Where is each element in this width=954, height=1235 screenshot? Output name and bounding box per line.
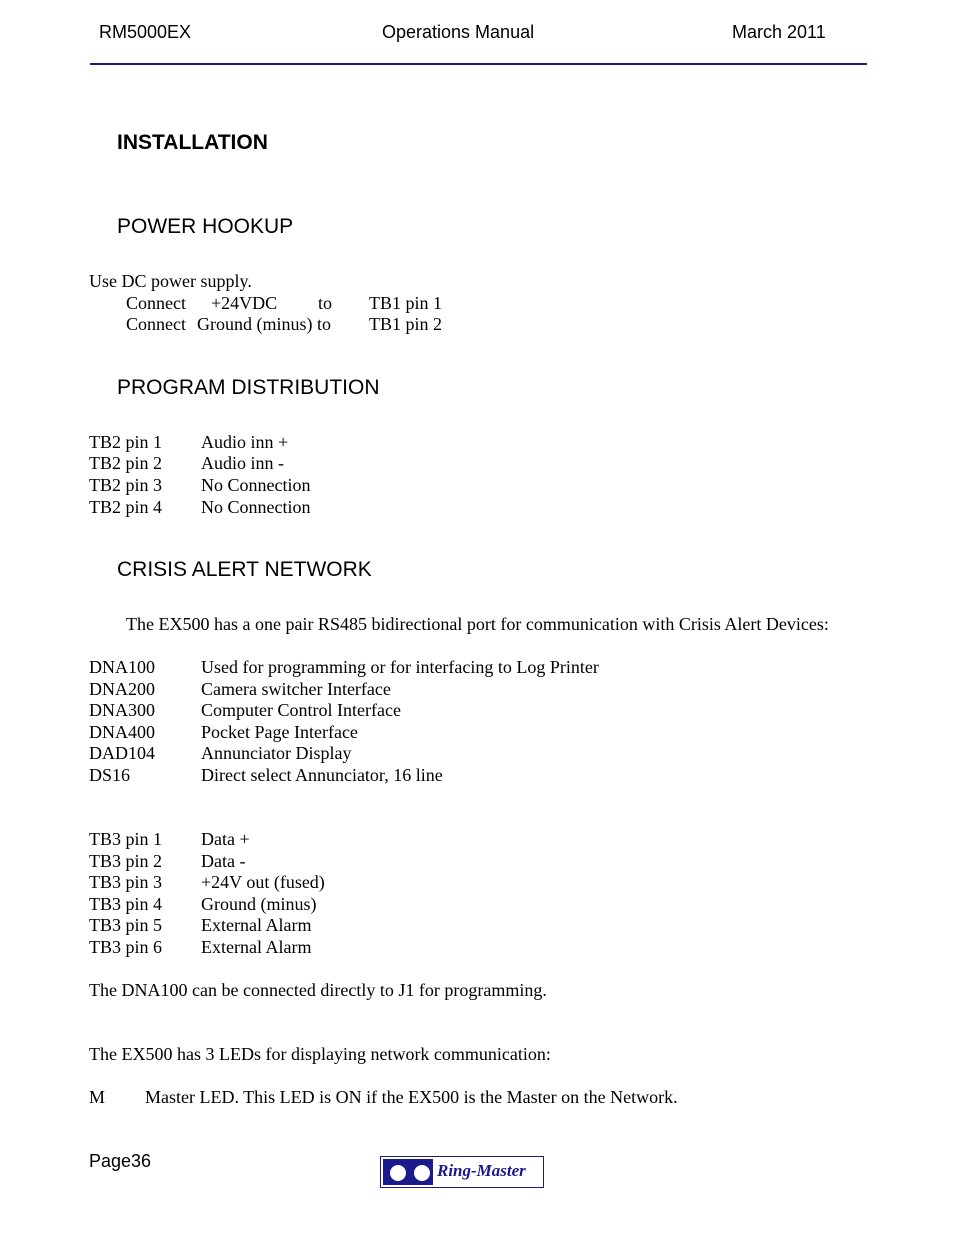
- tb3-pin: TB3 pin 2: [89, 851, 163, 871]
- header-rule: [90, 63, 867, 65]
- tb3-pin: TB3 pin 5: [89, 915, 163, 935]
- dna100-note: The DNA100 can be connected directly to J1 for programming.: [89, 980, 547, 1000]
- power-intro: Use DC power supply.: [89, 271, 252, 291]
- tb3-desc: External Alarm: [201, 915, 312, 935]
- device-name: DAD104: [89, 743, 155, 763]
- tb3-desc: Data -: [201, 851, 246, 871]
- power-cell: Connect: [126, 314, 186, 334]
- tb3-desc: External Alarm: [201, 937, 312, 957]
- tb3-desc: Ground (minus): [201, 894, 317, 914]
- device-desc: Direct select Annunciator, 16 line: [201, 765, 443, 785]
- device-desc: Pocket Page Interface: [201, 722, 358, 742]
- heading-crisis-alert-network: CRISIS ALERT NETWORK: [117, 558, 372, 581]
- device-desc: Annunciator Display: [201, 743, 352, 763]
- tb3-pin: TB3 pin 4: [89, 894, 163, 914]
- led-m-code: M: [89, 1087, 106, 1107]
- tb2-pin: TB2 pin 4: [89, 497, 163, 517]
- device-name: DNA400: [89, 722, 155, 742]
- tb2-desc: No Connection: [201, 475, 311, 495]
- tb2-pin: TB2 pin 1: [89, 432, 163, 452]
- led-intro: The EX500 has 3 LEDs for displaying network communication:: [89, 1044, 551, 1064]
- tb3-pin: TB3 pin 1: [89, 829, 163, 849]
- heading-installation: INSTALLATION: [117, 131, 268, 154]
- ring-master-logo: [380, 1156, 544, 1188]
- tb3-pin: TB3 pin 3: [89, 872, 163, 892]
- device-name: DS16: [89, 765, 131, 785]
- power-cell: Ground (minus) to: [197, 314, 331, 334]
- header-date: March 2011: [732, 22, 826, 42]
- logo-circle-icon: [387, 1162, 409, 1184]
- device-desc: Camera switcher Interface: [201, 679, 391, 699]
- device-desc: Used for programming or for interfacing to Log Printer: [201, 657, 599, 677]
- device-desc: Computer Control Interface: [201, 700, 401, 720]
- header-title: Operations Manual: [382, 22, 535, 42]
- power-cell: to: [318, 293, 333, 313]
- tb2-desc: Audio inn +: [201, 432, 289, 452]
- power-cell: +24VDC: [211, 293, 278, 313]
- led-m-desc: Master LED. This LED is ON if the EX500 is the Master on the Network.: [145, 1087, 678, 1107]
- logo-text: Ring-Master: [437, 1161, 526, 1180]
- heading-power-hookup: POWER HOOKUP: [117, 215, 294, 238]
- page-number: Page36: [89, 1151, 152, 1171]
- power-cell: TB1 pin 1: [369, 293, 443, 313]
- header-doc-id: RM5000EX: [99, 22, 192, 42]
- device-name: DNA100: [89, 657, 155, 677]
- tb3-desc: Data +: [201, 829, 250, 849]
- power-cell: Connect: [126, 293, 186, 313]
- tb2-pin: TB2 pin 2: [89, 453, 163, 473]
- device-name: DNA200: [89, 679, 155, 699]
- tb3-desc: +24V out (fused): [201, 872, 325, 892]
- logo-circle-icon: [411, 1162, 433, 1184]
- tb3-pin: TB3 pin 6: [89, 937, 163, 957]
- tb2-pin: TB2 pin 3: [89, 475, 163, 495]
- power-cell: TB1 pin 2: [369, 314, 443, 334]
- crisis-intro: The EX500 has a one pair RS485 bidirectional port for communication with Crisis Alert Devices:: [126, 614, 829, 634]
- device-name: DNA300: [89, 700, 155, 720]
- heading-program-distribution: PROGRAM DISTRIBUTION: [117, 376, 380, 399]
- tb2-desc: No Connection: [201, 497, 311, 517]
- tb2-desc: Audio inn -: [201, 453, 284, 473]
